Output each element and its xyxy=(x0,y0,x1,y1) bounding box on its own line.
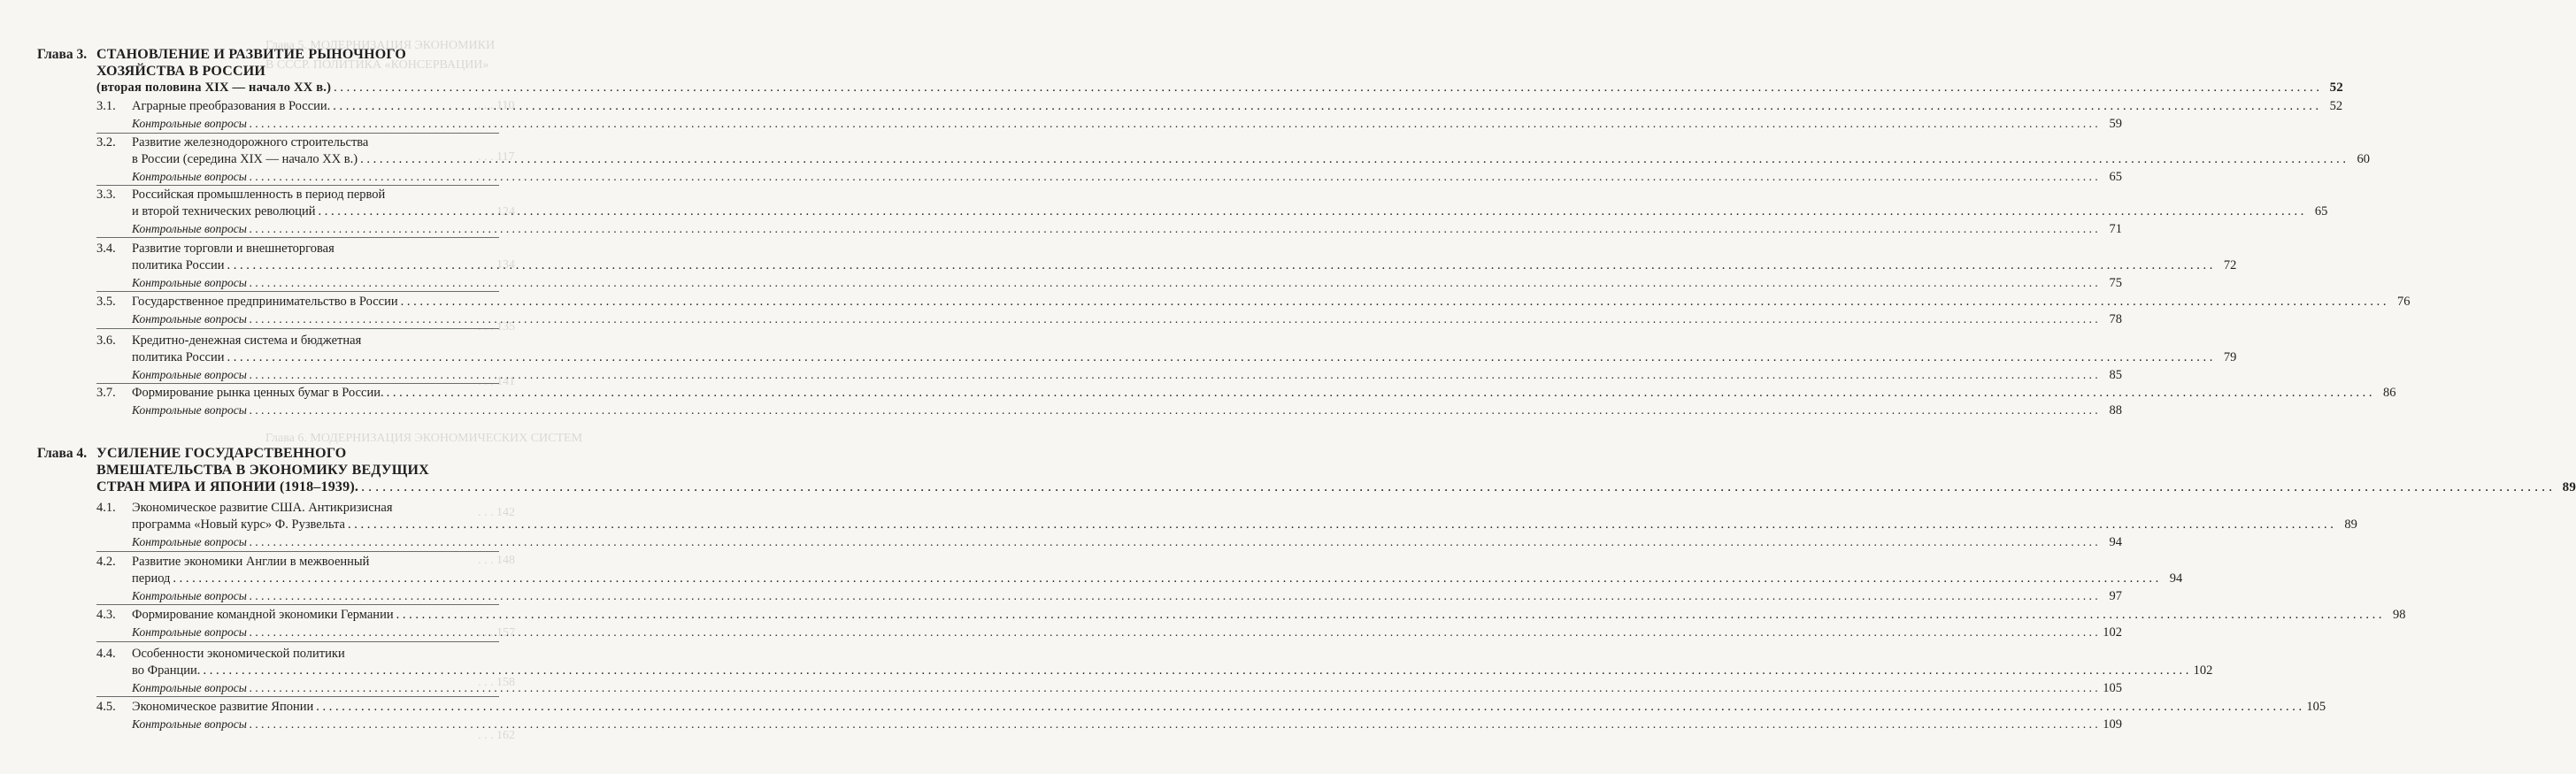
section-number: 4.4. xyxy=(96,647,116,661)
section-title-line: Экономическое развитие США. Антикризисная xyxy=(132,501,393,515)
control-questions-line[interactable] xyxy=(132,274,2122,291)
dot-leader xyxy=(203,663,2188,679)
section-divider xyxy=(96,291,499,292)
page-number: 97 xyxy=(2109,589,2122,603)
section-title-line xyxy=(132,203,2328,220)
control-questions-line[interactable] xyxy=(132,402,2122,418)
dot-leader xyxy=(401,294,2387,310)
control-questions-label: Контрольные вопросы xyxy=(132,535,247,548)
section-number: 3.1. xyxy=(96,99,116,113)
dot-leader xyxy=(250,533,2098,550)
section-title: период xyxy=(132,571,171,586)
page-number: 109 xyxy=(2103,717,2122,732)
page-number: 88 xyxy=(2109,403,2122,418)
control-questions-label: Контрольные вопросы xyxy=(132,312,247,326)
section-title: Государственное предпринимательство в России xyxy=(132,295,398,309)
section-number: 3.6. xyxy=(96,333,116,348)
dot-leader xyxy=(250,115,2098,132)
control-questions-label: Контрольные вопросы xyxy=(132,117,247,130)
dot-leader xyxy=(250,587,2098,604)
control-questions-line[interactable] xyxy=(132,624,2122,640)
control-questions-line[interactable] xyxy=(132,587,2122,604)
section-number: 3.2. xyxy=(96,135,116,149)
page-number: 94 xyxy=(2169,571,2183,586)
section-divider xyxy=(96,604,499,605)
section-body xyxy=(132,294,2411,327)
dot-leader xyxy=(316,699,2302,716)
section-title-line: Развитие торговли и внешнеторговая xyxy=(132,241,334,256)
dot-leader xyxy=(250,168,2098,185)
dot-leader xyxy=(396,607,2382,624)
section-number: 3.5. xyxy=(96,295,116,309)
dot-leader xyxy=(319,203,2304,220)
dot-leader xyxy=(250,274,2098,291)
section-title-line xyxy=(132,517,2357,533)
section-title: программа «Новый курс» Ф. Рузвельта xyxy=(132,517,345,532)
section-divider xyxy=(96,328,499,329)
dot-leader xyxy=(250,310,2098,327)
page-number: 94 xyxy=(2109,535,2122,549)
chapter-label: Глава 4. xyxy=(37,446,88,461)
section-title-line: Кредитно-денежная система и бюджетная xyxy=(132,333,362,348)
page-number: 72 xyxy=(2223,258,2237,272)
section-title-line: Особенности экономической политики xyxy=(132,647,345,661)
section-title: Экономическое развитие Японии xyxy=(132,700,314,714)
control-questions-line[interactable] xyxy=(132,533,2122,550)
dot-leader xyxy=(333,98,2318,115)
dot-leader xyxy=(387,385,2372,402)
control-questions-line[interactable] xyxy=(132,115,2122,132)
control-questions-label: Контрольные вопросы xyxy=(132,589,247,602)
page-number: 102 xyxy=(2193,663,2213,678)
chapter-subtitle: (вторая половина XIX — начало XX в.) xyxy=(96,80,332,95)
control-questions-label: Контрольные вопросы xyxy=(132,625,247,639)
dot-leader xyxy=(227,349,2213,366)
section-number: 4.2. xyxy=(96,555,116,569)
section-divider xyxy=(96,133,499,134)
control-questions-label: Контрольные вопросы xyxy=(132,717,247,731)
control-questions-line[interactable] xyxy=(132,366,2122,383)
control-questions-line[interactable] xyxy=(132,220,2122,237)
section-title-line xyxy=(132,607,2406,624)
section-divider xyxy=(96,237,499,238)
page-number: 75 xyxy=(2109,276,2122,290)
section-divider xyxy=(96,551,499,552)
page-number: 85 xyxy=(2109,368,2122,382)
page-number: 98 xyxy=(2392,608,2406,622)
control-questions-label: Контрольные вопросы xyxy=(132,222,247,235)
section-title-line xyxy=(132,98,2343,115)
dot-leader xyxy=(250,220,2098,237)
chapter-title-last-line xyxy=(96,479,2576,495)
section-divider xyxy=(96,383,499,384)
section-title-line xyxy=(132,571,2183,587)
section-divider xyxy=(96,641,499,642)
section-title: Формирование командной экономики Германии xyxy=(132,608,394,622)
page-number: 79 xyxy=(2223,350,2237,364)
section-body xyxy=(132,699,2326,732)
chapter-title-last-line xyxy=(96,80,2343,96)
section-number: 4.3. xyxy=(96,608,116,622)
control-questions-label: Контрольные вопросы xyxy=(132,170,247,183)
section-number: 3.7. xyxy=(96,386,116,400)
chapter-title-line: ХОЗЯЙСТВА В РОССИИ xyxy=(96,64,266,79)
control-questions-line[interactable] xyxy=(132,679,2122,696)
dot-leader xyxy=(348,517,2334,533)
page-number: 65 xyxy=(2109,170,2122,184)
section-title: политика России xyxy=(132,350,225,364)
section-title-line xyxy=(132,663,2213,679)
chapter-title xyxy=(96,445,2576,495)
page-number: 76 xyxy=(2396,295,2411,309)
chapter-title-line: СТАНОВЛЕНИЕ И РАЗВИТИЕ РЫНОЧНОГО xyxy=(96,47,407,62)
page-number: 60 xyxy=(2357,152,2370,166)
section-body xyxy=(132,607,2406,640)
chapter-title-line: УСИЛЕНИЕ ГОСУДАРСТВЕННОГО xyxy=(96,446,347,461)
toc-page: Глава 5. МОДЕРНИЗАЦИЯ ЭКОНОМИКИ В СССР. ПОЛИТИКА «КОНСЕРВАЦИИ» . . . 110 . . . 117 . . . 124 . . . 134 . . . 135 . . . 141 Глава 6. МОДЕРНИЗАЦИЯ ЭКОНОМИЧЕСКИХ СИСТЕМ . . . 142 . . . 148 . . . 157 . . . 158 . . . 162 Глава 3. СТАНОВЛЕНИЕ И РАЗВИТИЕ РЫНОЧНОГО ХОЗЯЙСТВА В РОССИИ (вторая половина XIX — начало XX в.) . . . 52 3.1. Аграрные преобразования в России. . . . 52 Контрольные вопросы . . . 59 3.2. Развитие железнодорожного строительства в России (середина XIX — начало XX в.) . . . 60 Контрольные вопросы . . . 65 3.3. Российская промышленность в период первой и второй технических революций . . . 65 Контрольные вопросы . . . 71 3.4. Развитие торговли и внешнеторговая политика России . . . 72 Контрольные вопросы . . . 75 3.5. Государственное предпринимательство в России . . . 76 Контрольные вопросы . . . 78 3.6. Кредитно-денежная система и бюджетная политика России . . . 79 Контрольные вопросы . . . 85 3.7. Формирование рынка ценных бумаг в России. . . . 86 Контрольные вопросы . . . 88 Глава 4. УСИЛЕНИЕ ГОСУДАРСТВЕННОГО ВМЕШАТЕЛЬСТВА В ЭКОНОМИКУ ВЕДУЩИХ СТРАН МИРА И ЯПОНИИ (1918–1939). . . . 89 4.1. Экономическое развитие США. Антикризисная программа «Новый курс» Ф. Рузвельта . . . 89 Контрольные вопросы . . . 94 4.2. Развитие экономики Англии в межвоенный период . . . 94 Контрольные вопросы . . . 97 4.3. Формирование командной экономики Германии . . . 98 Контрольные вопросы . . . 102 4.4. Особенности экономической политики во Франции. . . . 102 Контрольные вопросы . . . 105 4.5. Экономическое развитие Японии . . . 105 Контрольные вопросы . . . 109 xyxy=(0,0,538,774)
chapter-title xyxy=(96,46,2343,96)
dot-leader xyxy=(334,80,2319,96)
control-questions-line[interactable] xyxy=(132,168,2122,185)
section-title-line xyxy=(132,294,2411,310)
dot-leader xyxy=(361,479,2552,495)
section-title: Формирование рынка ценных бумаг в России. xyxy=(132,386,384,400)
dot-leader xyxy=(250,679,2098,696)
page-number: 52 xyxy=(2329,99,2343,113)
page-number: 78 xyxy=(2109,312,2122,326)
dot-leader xyxy=(360,151,2346,168)
section-title: в России (середина XIX — начало XX в.) xyxy=(132,152,358,166)
section-number: 4.5. xyxy=(96,700,116,714)
control-questions-label: Контрольные вопросы xyxy=(132,403,247,417)
dot-leader xyxy=(227,257,2213,274)
section-title: и второй технических революций xyxy=(132,204,316,218)
section-title-line: Развитие экономики Англии в межвоенный xyxy=(132,555,370,569)
section-title-line xyxy=(132,257,2237,274)
section-title-line xyxy=(132,151,2370,168)
page-number: 105 xyxy=(2306,700,2326,714)
section-number: 4.1. xyxy=(96,501,116,515)
page-number: 89 xyxy=(2562,480,2576,494)
section-title-line: Развитие железнодорожного строительства xyxy=(132,135,369,149)
control-questions-label: Контрольные вопросы xyxy=(132,368,247,381)
section-title: Аграрные преобразования в России. xyxy=(132,99,331,113)
dot-leader xyxy=(250,366,2098,383)
control-questions-line[interactable] xyxy=(132,716,2122,732)
section-body xyxy=(132,333,2237,383)
section-title-line xyxy=(132,349,2237,366)
control-questions-label: Контрольные вопросы xyxy=(132,276,247,289)
page-number: 59 xyxy=(2109,117,2122,131)
section-title-line xyxy=(132,385,2396,402)
chapter-title-line: ВМЕШАТЕЛЬСТВА В ЭКОНОМИКУ ВЕДУЩИХ xyxy=(96,463,429,478)
page-number: 65 xyxy=(2314,204,2328,218)
section-body xyxy=(132,241,2237,291)
chapter-label: Глава 3. xyxy=(37,47,88,62)
section-title-line: Российская промышленность в период первой xyxy=(132,188,386,202)
page-number: 102 xyxy=(2103,625,2122,640)
section-body xyxy=(132,187,2328,237)
page-number: 52 xyxy=(2329,80,2343,95)
section-body xyxy=(132,646,2213,696)
dot-leader xyxy=(250,624,2098,640)
dot-leader xyxy=(250,402,2098,418)
page-number: 89 xyxy=(2344,517,2357,532)
section-body xyxy=(132,554,2183,604)
chapter-subtitle: СТРАН МИРА И ЯПОНИИ (1918–1939). xyxy=(96,479,359,494)
section-divider xyxy=(96,696,499,697)
section-body xyxy=(132,134,2370,185)
page-number: 105 xyxy=(2103,681,2122,695)
page-number: 71 xyxy=(2109,222,2122,236)
dot-leader xyxy=(173,571,2158,587)
section-title: политика России xyxy=(132,258,225,272)
section-divider xyxy=(96,185,499,186)
section-body xyxy=(132,500,2357,550)
dot-leader xyxy=(250,716,2098,732)
section-number: 3.4. xyxy=(96,241,116,256)
section-body xyxy=(132,385,2396,418)
section-body xyxy=(132,98,2343,132)
section-title-line xyxy=(132,699,2326,716)
control-questions-line[interactable] xyxy=(132,310,2122,327)
page-number: 86 xyxy=(2382,386,2396,400)
control-questions-label: Контрольные вопросы xyxy=(132,681,247,694)
section-number: 3.3. xyxy=(96,188,116,202)
section-title: во Франции. xyxy=(132,663,201,678)
